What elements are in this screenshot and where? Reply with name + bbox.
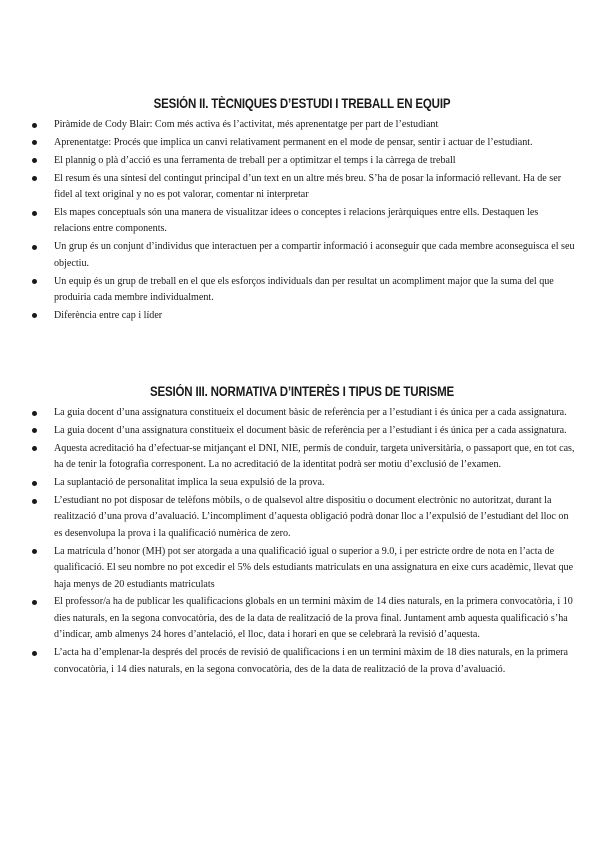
section-tecniques-estudi [28,96,576,326]
bullet-icon [32,499,37,504]
bullet-icon [32,211,37,216]
bullet-icon [32,313,37,318]
list-item-text: La suplantació de personalitat implica la seua expulsió de la prova. [54,477,325,489]
bullet-icon [32,158,37,163]
list-item-text: La guia docent d’una assignatura constitueix el document bàsic de referència per a l’estudiant i és única per a cada assignatura. [54,407,567,418]
list-item [28,544,576,593]
list-item-text: Piràmide de Cody Blair: Com més activa és l’activitat, més aprenentatge per part de l’estudiant [54,119,439,130]
list-item-text: La matrícula d’honor (MH) pot ser atorgada a una qualificació igual o superior a 9.0, i per estricte ordre de nota en l’acta de qualificació. El seu nombre no pot excedir el 5% dels estudiants matriculats en una assignatura en eixe curs acadèmic, llevat que haja menys de 20 estudiants matriculats [54,545,574,590]
list-item [28,153,576,169]
list-item-text: Un grup és un conjunt d’individus que interactuen per a compartir informació i aconseguir que cada membre aconseguisca el seu objectiu. [54,241,575,269]
bullet-icon [32,481,37,486]
bullet-list [28,117,576,324]
bullet-icon [32,123,37,128]
bullet-icon [32,446,37,451]
list-item [28,308,576,324]
list-item [28,205,576,238]
bullet-icon [32,140,37,145]
bullet-icon [32,600,37,605]
list-item-text: La guia docent d’una assignatura constitueix el document bàsic de referència per a l’estudiant i és única per a cada assignatura. [54,424,567,436]
list-item [28,475,576,491]
bullet-icon [32,245,37,250]
list-item [28,594,576,643]
list-item [28,239,576,272]
list-item [28,423,576,439]
list-item [28,117,576,133]
list-item [28,274,576,307]
list-item [28,493,576,542]
list-item-text: Un equip és un grup de treball en el que els esforços individuals dan per resultat un acompliment major que la suma del que produiria cada membre individualment. [54,275,554,304]
list-item [28,441,576,474]
list-item [28,135,576,151]
bullet-icon [32,279,37,284]
bullet-icon [32,176,37,181]
list-item-text: L’estudiant no pot disposar de telèfons mòbils, o de qualsevol altre dispositiu o document electrònic no autoritzat, durant la realització d’una prova d’avaluació. L’incompliment d’aquesta obligació podrà donar lloc a l’expulsió de l’estudiant del lloc on es desenvolupa la prova i la qualificació numèrica de zero. [54,495,569,539]
list-item-text: El professor/a ha de publicar les qualificacions globals en un termini màxim de 14 dies naturals, en la primera convocatòria, i 10 dies naturals, en la segona convocatòria, des de la data de realització de la prova final. Juntament amb aquesta qualificació s’ha d’indicar, amb almenys 24 hores d’antelació, el lloc, data i horari en que se celebrarà la revisió d’aquesta. [54,596,573,641]
list-item-text: Els mapes conceptuals són una manera de visualitzar idees o conceptes i relacions jeràrquiques entre ells. Destaquen les relacions entre components. [54,207,539,235]
list-item-text: Aquesta acreditació ha d’efectuar-se mitjançant el DNI, NIE, permís de conduir, targeta universitària, o passaport que, en tot cas, ha de tenir la fotografia corresponent. La no acreditació de la identitat podrà ser motiu d’exclusió de l’examen. [54,442,575,471]
list-item [28,171,576,204]
bullet-icon [32,549,37,554]
bullet-list [28,405,576,678]
list-item-text: El resum és una síntesi del contingut principal d’un text en un altre més breu. S’ha de posar la informació rellevant. Ha de ser fidel al text original y no es pot valorar, comentar ni interpretar [54,172,562,201]
bullet-icon [32,651,37,656]
bullet-icon [32,428,37,433]
list-item [28,405,576,421]
list-item-text: L’acta ha d’emplenar-la després del procés de revisió de qualificacions i en un termini màxim de 18 dies naturals, en la primera convocatòria, i 14 dies naturals, en la segona convocatòria, des de la data de realització de la prova d’avaluació. [54,647,569,675]
section-normativa-turisme [28,384,576,680]
list-item [28,645,576,678]
section-title: SESIÓN III. NORMATIVA D’INTERÈS I TIPUS DE TURISME [149,384,455,399]
section-title: SESIÓN II. TÈCNIQUES D’ESTUDI I TREBALL EN EQUIP [153,96,451,111]
list-item-text: Diferència entre cap i líder [54,309,163,321]
list-item-text: Aprenentatge: Procés que implica un canvi relativament permanent en el mode de pensar, sentir i actuar de l’estudiant. [54,136,533,148]
list-item-text: El plannig o plà d’acció es una ferramenta de treball per a optimitzar el temps i la càrrega de treball [54,154,456,166]
bullet-icon [32,411,37,416]
